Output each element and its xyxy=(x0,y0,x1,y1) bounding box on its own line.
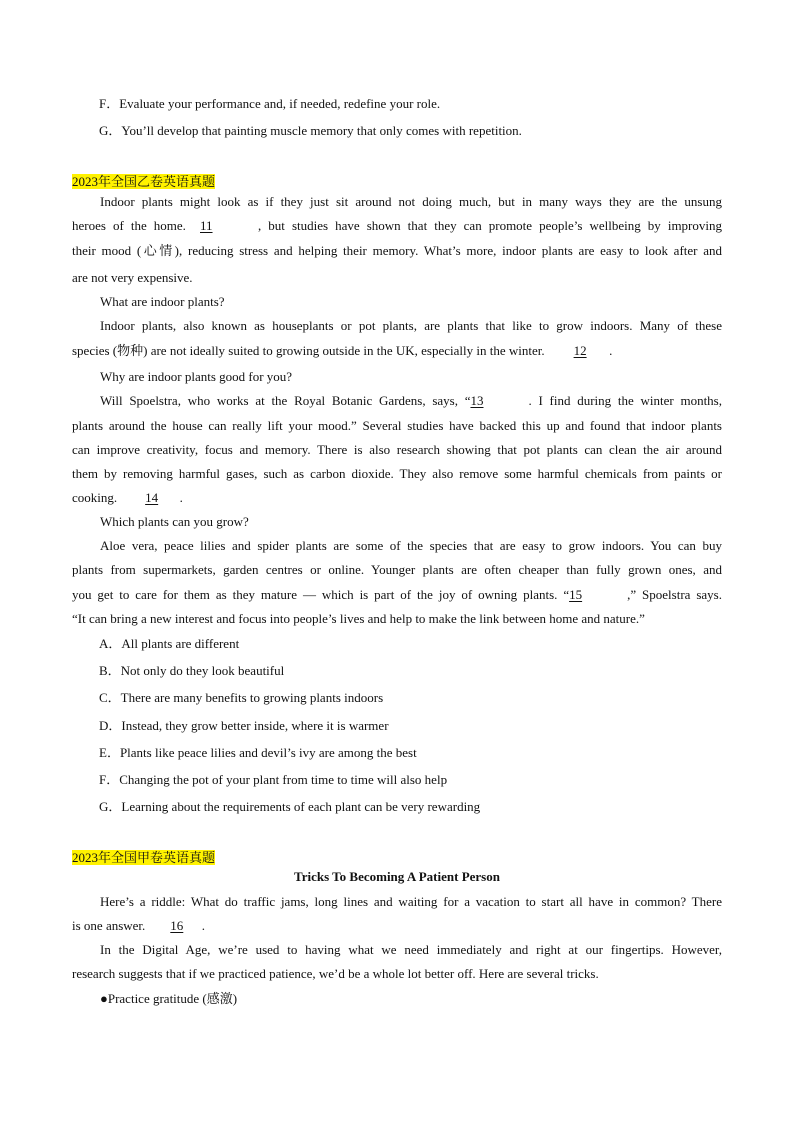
passage-line xyxy=(72,343,722,359)
blank-11[interactable]: 11 xyxy=(200,218,213,233)
option-d: D．Instead, they grow better inside, where it is warmer xyxy=(99,718,389,733)
passage-line: their mood (心情), reducing stress and helping their memory. What’s more, indoor plants are easy to look after and xyxy=(72,243,722,258)
passage-line: In the Digital Age, we’re used to having what we need immediately and right at our fingertips. However, xyxy=(100,942,722,957)
passage-line xyxy=(100,393,722,409)
text: . I find during the winter months, xyxy=(528,393,722,408)
option-g: G．Learning about the requirements of each plant can be very rewarding xyxy=(99,799,481,814)
text: Will Spoelstra, who works at the Royal Botanic Gardens, says, “ xyxy=(100,393,471,408)
passage-line: Here’s a riddle: What do traffic jams, long lines and waiting for a vacation to start all have in common? There xyxy=(100,894,722,909)
passage-line: research suggests that if we practiced patience, we’d be a whole lot better off. Here are several tricks. xyxy=(72,966,599,981)
option-e: E．Plants like peace lilies and devil’s ivy are among the best xyxy=(99,745,417,760)
passage-line xyxy=(72,490,722,506)
passage-line: Indoor plants might look as if they just sit around not doing much, but in many ways they are the unsung xyxy=(100,194,722,209)
blank-14[interactable]: 14 xyxy=(145,490,159,505)
option-c: C．There are many benefits to growing plants indoors xyxy=(99,690,384,705)
blank-15[interactable]: 15 xyxy=(569,587,583,602)
passage-line: can improve creativity, focus and memory. There is also research showing that pot plants can clean the air around xyxy=(72,442,722,457)
blank-12[interactable]: 12 xyxy=(573,343,587,358)
text: species (物种) are not ideally suited to growing outside in the UK, especially in the winter. xyxy=(72,343,545,358)
passage-line: Aloe vera, peace lilies and spider plants are some of the species that are easy to grow indoors. You can buy xyxy=(100,538,722,553)
text: . xyxy=(179,490,183,505)
subheading-why: Why are indoor plants good for you? xyxy=(100,369,293,384)
blank-13[interactable]: 13 xyxy=(470,393,484,408)
option-f: F．Changing the pot of your plant from time to time will also help xyxy=(99,772,448,787)
subheading-which: Which plants can you grow? xyxy=(100,514,249,529)
text: . xyxy=(201,918,206,933)
passage-line: “It can bring a new interest and focus into people’s lives and help to make the link between home and nature.” xyxy=(72,611,645,626)
passage-line: them by removing harmful gases, such as carbon dioxide. They also remove some harmful chemicals from paints or xyxy=(72,466,722,481)
passage-line: Indoor plants, also known as houseplants or pot plants, are plants that like to grow indoors. Many of these xyxy=(100,318,722,333)
passage-title: Tricks To Becoming A Patient Person xyxy=(294,869,500,884)
text: . xyxy=(609,343,613,358)
option-f-prev: F．Evaluate your performance and, if needed, redefine your role. xyxy=(99,96,441,111)
text: is one answer. xyxy=(72,918,146,933)
text: , but studies have shown that they can promote people’s wellbeing by improving xyxy=(258,218,722,233)
section-label-yi xyxy=(72,174,722,190)
option-b: B．Not only do they look beautiful xyxy=(99,663,285,678)
bullet-heading: ●Practice gratitude (感激) xyxy=(100,991,238,1006)
passage-line xyxy=(72,218,722,234)
subheading-what: What are indoor plants? xyxy=(100,294,225,309)
text: ,” Spoelstra says. xyxy=(627,587,722,602)
text: heroes of the home. xyxy=(72,218,186,233)
section-label-jia xyxy=(72,850,722,866)
passage-line: are not very expensive. xyxy=(72,270,193,285)
passage-line: plants from supermarkets, garden centres or online. Younger plants are often cheaper than fully grown ones, and xyxy=(72,562,722,577)
passage-line: plants around the house can really lift your mood.” Several studies have backed this up and found that indoor plants xyxy=(72,418,722,433)
option-g-prev: G．You’ll develop that painting muscle memory that only comes with repetition. xyxy=(99,123,522,138)
passage-line xyxy=(72,918,722,934)
text: you get to care for them as they mature — which is part of the joy of owning plants. “ xyxy=(72,587,570,602)
section-label-text: 2023年全国乙卷英语真题 xyxy=(72,174,216,189)
blank-16[interactable]: 16 xyxy=(170,918,184,933)
passage-line xyxy=(72,587,722,603)
section-label-text: 2023年全国甲卷英语真题 xyxy=(72,850,216,865)
text: cooking. xyxy=(72,490,118,505)
option-a: A．All plants are different xyxy=(99,636,240,651)
